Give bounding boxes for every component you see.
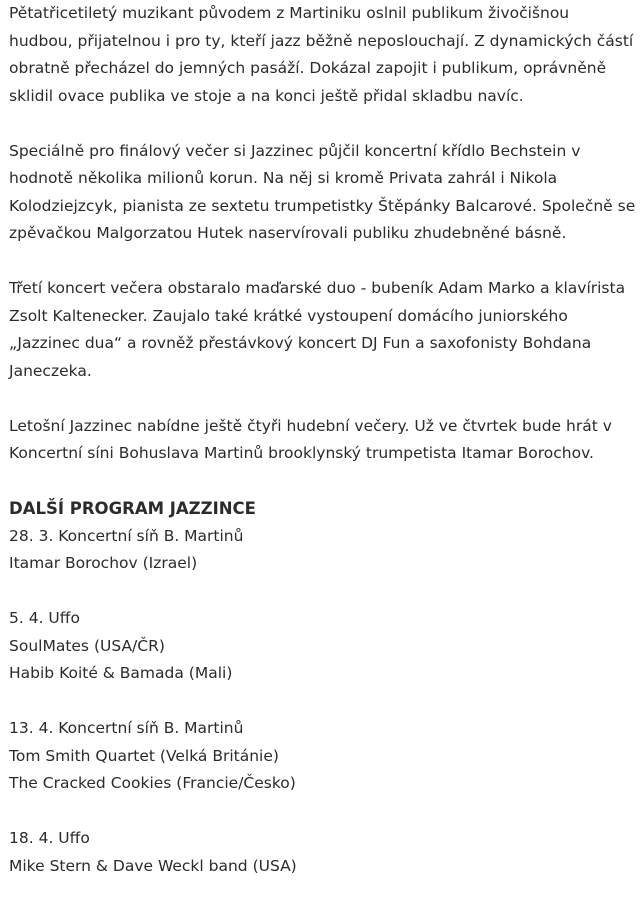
event-act: The Cracked Cookies (Francie/Česko)	[9, 774, 296, 792]
article-body	[9, 0, 637, 908]
event-act: Tom Smith Quartet (Velká Británie)	[9, 746, 279, 765]
event-date-venue: 13. 4. Koncertní síň B. Martinů	[9, 719, 244, 737]
event-date-venue: 5. 4. Uffo	[9, 609, 80, 627]
program-event	[9, 605, 637, 688]
event-date-venue: 28. 3. Koncertní síň B. Martinů	[9, 526, 244, 545]
event-act: Habib Koité & Bamada (Mali)	[9, 664, 233, 682]
article-paragraph: Pětatřicetiletý muzikant původem z Martiniku oslnil publikum živočišnou hudbou, přijatelnou i pro ty, kteří jazz běžně neposlouchají. Z dynamických částí obratně přecházel do jemných pasáží. Dokázal zapojit i publikum, oprávněně sklidil ovace publika ve stoje a na konci ještě přidal skladbu navíc.	[9, 4, 634, 105]
event-act: Mike Stern & Dave Weckl band (USA)	[9, 856, 297, 875]
article-paragraph: Speciálně pro finálový večer si Jazzinec půjčil koncertní křídlo Bechstein v hodnotě několika milionů korun. Na něj si kromě Privata zahrál i Nikola Kolodziejzcyk, pianista ze sextetu trumpetistky Štěpánky Balcarové. Společně se zpěvačkou Malgorzatou Hutek naservírovali publiku zhudebněné básně.	[9, 141, 636, 242]
program-event	[9, 523, 637, 578]
event-date-venue: 18. 4. Uffo	[9, 829, 90, 847]
program-event	[9, 825, 637, 880]
article-paragraph: Třetí koncert večera obstaralo maďarské duo - bubeník Adam Marko a klavírista Zsolt Kaltenecker. Zaujalo také krátké vystoupení domácího juniorského „Jazzinec dua“ a rovněž přestávkový koncert DJ Fun a saxofonisty Bohdana Janeczeka.	[9, 279, 626, 380]
event-act: SoulMates (USA/ČR)	[9, 636, 165, 655]
event-act: Itamar Borochov (Izrael)	[9, 554, 198, 572]
article-paragraph: Letošní Jazzinec nabídne ještě čtyři hudební večery. Už ve čtvrtek bude hrát v Koncertní síni Bohuslava Martinů brooklynský trumpetista Itamar Borochov.	[9, 416, 612, 462]
program-heading: DALŠÍ PROGRAM JAZZINCE	[9, 499, 256, 518]
program-event	[9, 715, 637, 798]
